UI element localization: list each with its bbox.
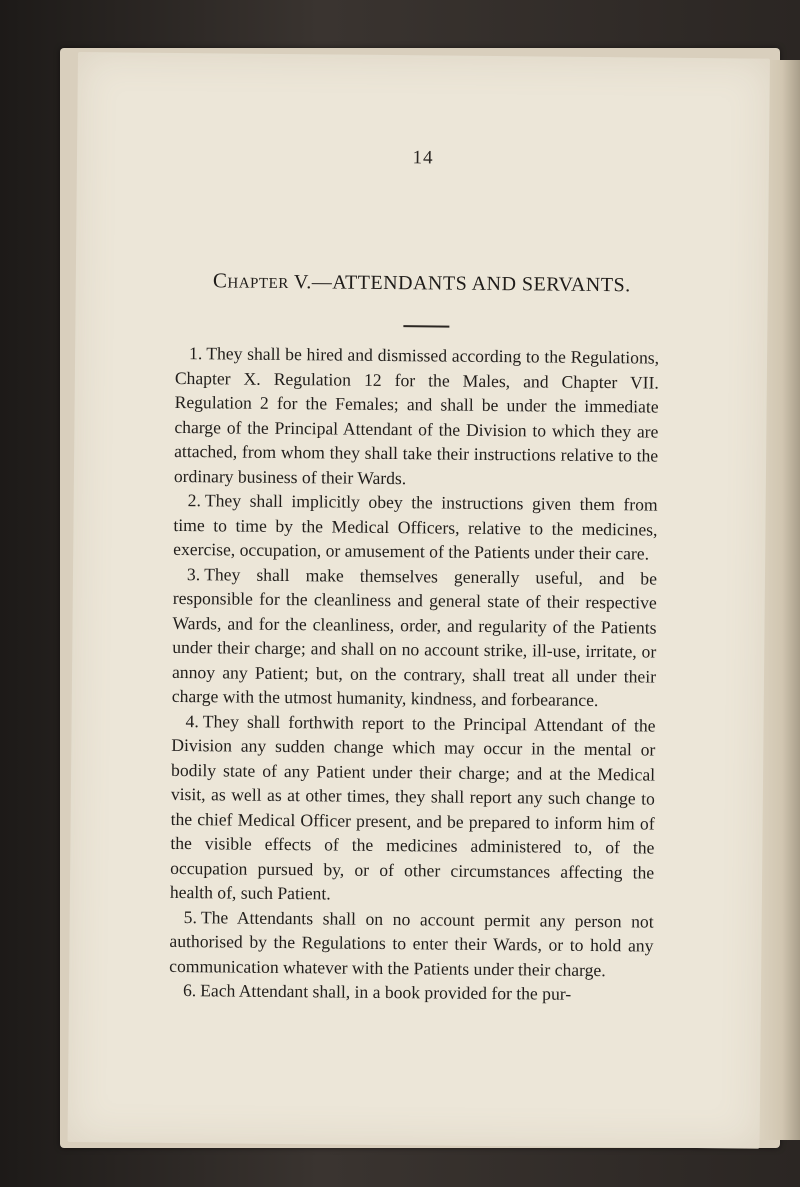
paragraph-3 <box>172 561 657 713</box>
paragraph-number: 3. <box>186 563 201 584</box>
paragraph-number: 5. <box>183 906 198 927</box>
paragraph-number: 4. <box>185 710 199 731</box>
paragraph-5 <box>169 904 654 982</box>
page-number: 14 <box>412 147 434 169</box>
paragraph-number: 6. <box>182 980 197 1001</box>
paragraph-text: Each Attendant shall, in a book provided for the pur- <box>200 980 572 1004</box>
paragraph-6 <box>169 978 653 1007</box>
paragraph-number: 1. <box>189 343 203 364</box>
body-text <box>169 341 659 1007</box>
paragraph-text: They shall be hired and dismissed according to the Regulations, Chapter X. Regulation 12 for the Males, and Chapter VII. Regulation 2 for the Females; and shall be under the immediate charge of the Principal Attendant of the Division to which they are attached, from whom they shall take their instructions relative to the ordinary business of their Wards. <box>173 343 660 488</box>
heading-rule <box>403 325 449 327</box>
paragraph-text: The Attendants shall on no account permit any person not authorised by the Regulations to enter their Wards, or to hold any communication whatever with the Patients under their charge. <box>169 906 654 980</box>
paragraph-text: They shall implicitly obey the instructions given them from time to time by the Medical Officers, relative to the medicines, exercise, occupation, or amusement of the Patients under their care. <box>173 490 658 564</box>
paragraph-text: They shall make themselves generally useful, and be responsible for the cleanliness and general state of their respective Wards, and for the cleanliness, order, and regularity of the Patients under their charge; and shall on no account strike, ill-use, irritate, or annoy any Patient; but, on the contrary, shall treat all under their charge with the utmost humanity, kindness, and forbearance. <box>171 563 658 711</box>
paragraph-number: 2. <box>187 490 202 511</box>
paragraph-1 <box>174 341 659 493</box>
paragraph-text: They shall forthwith report to the Principal Attendant of the Division any sudden change which may occur in the mental or bodily state of any Patient under their charge; and at the Medical visit, as well as at other times, they shall report any such change to the chief Medical Officer present, and be prepared to inform him of the visible effects of the medicines administered to, of the occupation pursued by, or of other circumstances affecting the health of, such Patient. <box>169 710 656 904</box>
chapter-heading <box>76 267 768 299</box>
paragraph-4 <box>170 708 656 909</box>
chapter-label: Chapter <box>212 268 289 294</box>
paragraph-2 <box>173 488 658 566</box>
book-page <box>68 52 770 1149</box>
chapter-title: V.—ATTENDANTS AND SERVANTS. <box>293 271 631 297</box>
